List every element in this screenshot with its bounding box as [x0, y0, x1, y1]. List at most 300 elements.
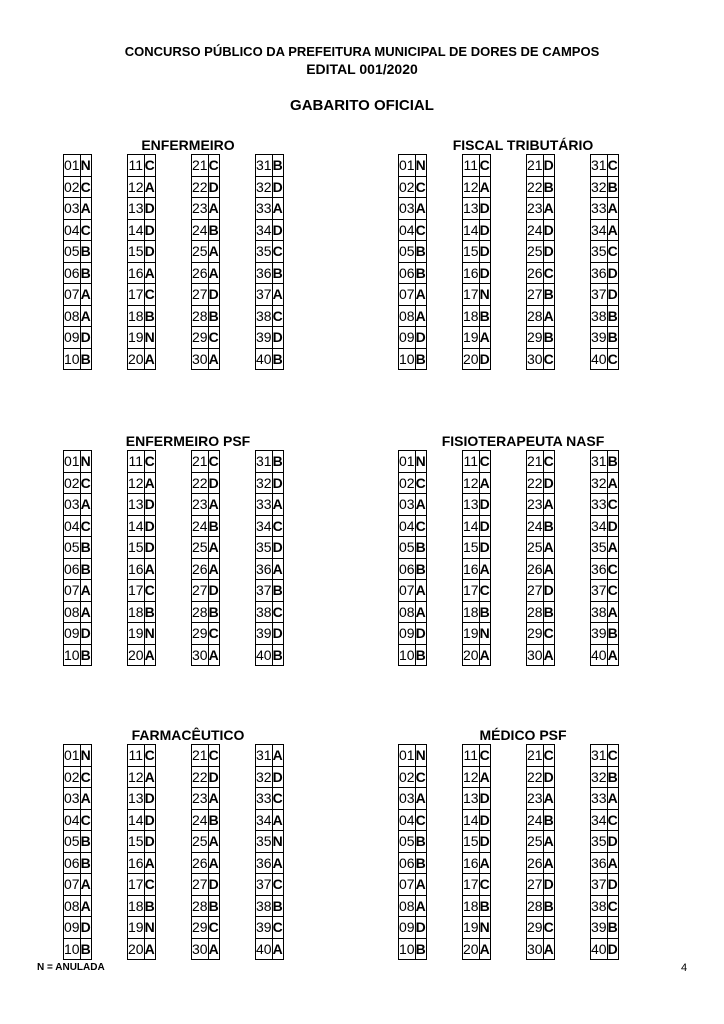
answer-row [192, 895, 220, 917]
answer-column [191, 154, 220, 370]
answer-letter: A [607, 198, 618, 220]
question-number: 13 [463, 198, 480, 220]
question-number: 24 [527, 515, 544, 537]
question-number: 11 [463, 155, 480, 177]
answer-row [527, 558, 555, 580]
answer-row [256, 745, 284, 767]
answer-column [255, 744, 284, 960]
answer-row [591, 494, 619, 516]
question-number: 39 [591, 623, 608, 645]
section-title: MÉDICO PSF [479, 727, 567, 743]
answer-letter: D [607, 284, 618, 306]
answer-letter: B [607, 305, 618, 327]
answer-letter: A [415, 895, 426, 917]
answer-row [463, 644, 491, 666]
answer-letter: D [208, 874, 219, 896]
answer-row [527, 305, 555, 327]
answer-row [64, 494, 92, 516]
question-number: 14 [128, 515, 145, 537]
answer-letter: D [479, 831, 490, 853]
answer-letter: C [479, 155, 490, 177]
answer-row [128, 644, 156, 666]
question-number: 17 [463, 580, 480, 602]
answer-row [591, 219, 619, 241]
question-number: 20 [128, 938, 145, 960]
question-number: 02 [64, 176, 81, 198]
answer-letter: D [144, 809, 155, 831]
question-number: 01 [64, 451, 81, 473]
answer-row [128, 327, 156, 349]
answer-row [192, 155, 220, 177]
question-number: 12 [128, 472, 145, 494]
answer-row [256, 831, 284, 853]
answer-letter: A [543, 305, 554, 327]
answer-row [64, 262, 92, 284]
question-number: 17 [128, 284, 145, 306]
question-number: 26 [192, 262, 209, 284]
answer-row [399, 788, 427, 810]
question-number: 13 [128, 198, 145, 220]
question-number: 40 [256, 644, 273, 666]
answer-letter: D [272, 623, 283, 645]
answer-row [463, 348, 491, 370]
answer-row [128, 895, 156, 917]
question-number: 08 [64, 305, 81, 327]
answer-row [399, 938, 427, 960]
question-number: 23 [192, 198, 209, 220]
answer-row [591, 515, 619, 537]
question-number: 29 [527, 623, 544, 645]
answer-letter: D [479, 809, 490, 831]
question-number: 33 [591, 788, 608, 810]
question-number: 04 [399, 515, 416, 537]
question-number: 19 [463, 327, 480, 349]
question-number: 27 [192, 284, 209, 306]
answer-letter: A [208, 348, 219, 370]
question-number: 12 [128, 176, 145, 198]
answer-row [64, 327, 92, 349]
answer-letter: C [479, 580, 490, 602]
question-number: 23 [527, 494, 544, 516]
answer-letter: C [607, 494, 618, 516]
answer-row [463, 494, 491, 516]
question-number: 22 [527, 472, 544, 494]
question-number: 02 [399, 176, 416, 198]
question-number: 15 [463, 537, 480, 559]
answer-letter: C [415, 515, 426, 537]
answer-letter: C [607, 241, 618, 263]
answer-letter: B [415, 558, 426, 580]
answer-row [527, 644, 555, 666]
question-number: 33 [591, 198, 608, 220]
answer-letter: N [80, 155, 91, 177]
answer-column [526, 154, 555, 370]
question-number: 37 [591, 580, 608, 602]
answer-letter: C [80, 472, 91, 494]
answer-column [63, 450, 92, 666]
question-number: 15 [463, 831, 480, 853]
answer-letter: D [80, 327, 91, 349]
question-number: 07 [64, 284, 81, 306]
answer-row [399, 472, 427, 494]
answer-letter: B [415, 831, 426, 853]
header-edital: EDITAL 001/2020 [306, 61, 418, 77]
question-number: 12 [128, 766, 145, 788]
question-number: 38 [591, 305, 608, 327]
question-number: 02 [64, 472, 81, 494]
question-number: 26 [192, 558, 209, 580]
answer-row [591, 644, 619, 666]
answer-row [399, 198, 427, 220]
answer-row [591, 895, 619, 917]
answer-column [255, 450, 284, 666]
answer-letter: B [543, 895, 554, 917]
answer-row [591, 451, 619, 473]
answer-letter: C [272, 241, 283, 263]
answer-letter: D [208, 284, 219, 306]
question-number: 16 [128, 558, 145, 580]
answer-row [591, 601, 619, 623]
answer-row [256, 852, 284, 874]
answer-letter: D [144, 788, 155, 810]
answer-row [527, 219, 555, 241]
answer-letter: D [543, 766, 554, 788]
answer-letter: D [607, 262, 618, 284]
question-number: 40 [591, 644, 608, 666]
question-number: 12 [463, 176, 480, 198]
answer-row [527, 451, 555, 473]
question-number: 34 [256, 809, 273, 831]
answer-row [64, 515, 92, 537]
answer-letter: B [80, 537, 91, 559]
answer-row [192, 537, 220, 559]
answer-letter: A [479, 766, 490, 788]
answer-column [127, 744, 156, 960]
answer-letter: A [144, 262, 155, 284]
answer-letter: D [479, 198, 490, 220]
answer-letter: C [80, 219, 91, 241]
question-number: 24 [527, 809, 544, 831]
question-number: 09 [399, 917, 416, 939]
question-number: 29 [192, 623, 209, 645]
answer-letter: D [607, 515, 618, 537]
question-number: 20 [463, 644, 480, 666]
question-number: 38 [256, 305, 273, 327]
answer-letter: D [479, 537, 490, 559]
question-number: 03 [399, 198, 416, 220]
answer-row [527, 515, 555, 537]
question-number: 04 [64, 809, 81, 831]
answer-letter: D [144, 198, 155, 220]
answer-letter: B [144, 895, 155, 917]
answer-row [591, 472, 619, 494]
answer-letter: A [208, 537, 219, 559]
answer-row [256, 494, 284, 516]
answer-row [256, 472, 284, 494]
answer-letter: B [80, 852, 91, 874]
question-number: 01 [399, 155, 416, 177]
answer-row [463, 623, 491, 645]
answer-letter: B [415, 241, 426, 263]
answer-letter: D [272, 327, 283, 349]
answer-column [63, 744, 92, 960]
answer-letter: B [415, 262, 426, 284]
answer-row [128, 155, 156, 177]
answer-letter: A [607, 852, 618, 874]
question-number: 32 [256, 176, 273, 198]
question-number: 26 [192, 852, 209, 874]
question-number: 35 [256, 537, 273, 559]
question-number: 03 [64, 788, 81, 810]
question-number: 19 [128, 623, 145, 645]
answer-letter: B [543, 176, 554, 198]
answer-letter: A [144, 472, 155, 494]
question-number: 22 [192, 176, 209, 198]
answer-letter: A [208, 558, 219, 580]
answer-row [463, 766, 491, 788]
section-title: FISIOTERAPEUTA NASF [441, 433, 605, 449]
answer-letter: C [272, 917, 283, 939]
question-number: 17 [128, 580, 145, 602]
question-number: 36 [591, 558, 608, 580]
answer-row [128, 262, 156, 284]
answer-letter: A [208, 831, 219, 853]
answer-letter: B [543, 284, 554, 306]
answer-row [527, 938, 555, 960]
question-number: 09 [399, 623, 416, 645]
answer-row [463, 558, 491, 580]
question-number: 36 [591, 262, 608, 284]
question-number: 35 [256, 241, 273, 263]
answer-letter: B [208, 895, 219, 917]
answer-row [399, 451, 427, 473]
question-number: 28 [527, 305, 544, 327]
answer-letter: A [144, 558, 155, 580]
question-number: 12 [463, 472, 480, 494]
answer-row [463, 241, 491, 263]
answer-column [255, 154, 284, 370]
answer-letter: A [543, 938, 554, 960]
answer-row [591, 623, 619, 645]
question-number: 26 [527, 852, 544, 874]
question-number: 28 [192, 895, 209, 917]
answer-letter: C [80, 809, 91, 831]
answer-row [463, 601, 491, 623]
answer-letter: D [272, 537, 283, 559]
answer-letter: C [415, 472, 426, 494]
answer-letter: N [479, 623, 490, 645]
question-number: 04 [64, 515, 81, 537]
answer-letter: B [543, 601, 554, 623]
answer-row [64, 348, 92, 370]
answer-letter: C [607, 348, 618, 370]
answer-row [192, 644, 220, 666]
question-number: 39 [591, 917, 608, 939]
answer-row [256, 580, 284, 602]
answer-row [128, 580, 156, 602]
question-number: 29 [527, 327, 544, 349]
answer-letter: N [80, 745, 91, 767]
answer-letter: A [80, 284, 91, 306]
question-number: 19 [128, 917, 145, 939]
answer-row [256, 938, 284, 960]
answer-row [527, 537, 555, 559]
answer-letter: D [144, 494, 155, 516]
question-number: 25 [192, 831, 209, 853]
question-number: 33 [591, 494, 608, 516]
answer-letter: C [607, 155, 618, 177]
answer-row [192, 580, 220, 602]
answer-letter: B [208, 305, 219, 327]
question-number: 23 [192, 788, 209, 810]
question-number: 13 [463, 788, 480, 810]
answer-row [256, 558, 284, 580]
answer-letter: A [80, 874, 91, 896]
answer-letter: A [415, 198, 426, 220]
answer-row [256, 623, 284, 645]
answer-letter: B [208, 219, 219, 241]
question-number: 20 [128, 644, 145, 666]
question-number: 37 [591, 284, 608, 306]
answer-column [526, 450, 555, 666]
answer-row [399, 494, 427, 516]
answer-letter: D [272, 766, 283, 788]
answer-row [128, 745, 156, 767]
answer-letter: N [272, 831, 283, 853]
answer-row [128, 809, 156, 831]
answer-letter: A [144, 176, 155, 198]
answer-letter: A [543, 852, 554, 874]
answer-row [128, 176, 156, 198]
answer-row [463, 176, 491, 198]
answer-row [256, 451, 284, 473]
answer-letter: D [479, 788, 490, 810]
answer-row [64, 219, 92, 241]
question-number: 25 [527, 831, 544, 853]
answer-letter: C [479, 745, 490, 767]
answer-letter: A [543, 558, 554, 580]
answer-row [256, 348, 284, 370]
answer-row [128, 284, 156, 306]
answer-letter: A [479, 558, 490, 580]
question-number: 37 [591, 874, 608, 896]
answer-letter: A [479, 644, 490, 666]
answer-row [128, 241, 156, 263]
answer-letter: A [144, 938, 155, 960]
question-number: 20 [463, 938, 480, 960]
answer-letter: C [543, 623, 554, 645]
question-number: 31 [591, 451, 608, 473]
answer-letter: B [272, 644, 283, 666]
answer-letter: A [415, 580, 426, 602]
question-number: 02 [399, 472, 416, 494]
answer-letter: C [415, 766, 426, 788]
answer-letter: D [543, 580, 554, 602]
answer-row [463, 745, 491, 767]
answer-row [527, 155, 555, 177]
answer-row [128, 198, 156, 220]
answer-column [398, 450, 427, 666]
question-number: 01 [399, 745, 416, 767]
answer-letter: A [479, 176, 490, 198]
question-number: 30 [192, 938, 209, 960]
question-number: 18 [128, 601, 145, 623]
answer-row [256, 895, 284, 917]
question-number: 05 [64, 241, 81, 263]
answer-row [527, 917, 555, 939]
answer-row [591, 558, 619, 580]
answer-row [527, 895, 555, 917]
answer-row [527, 327, 555, 349]
question-number: 29 [192, 327, 209, 349]
answer-letter: N [144, 917, 155, 939]
answer-letter: C [144, 284, 155, 306]
answer-letter: D [415, 623, 426, 645]
question-number: 30 [192, 348, 209, 370]
answer-letter: D [208, 766, 219, 788]
answer-letter: A [415, 494, 426, 516]
answer-row [128, 623, 156, 645]
answer-letter: D [543, 241, 554, 263]
answer-letter: N [80, 451, 91, 473]
question-number: 30 [527, 938, 544, 960]
answer-letter: D [543, 155, 554, 177]
answer-row [128, 472, 156, 494]
answer-letter: A [80, 895, 91, 917]
answer-row [399, 284, 427, 306]
answer-row [64, 766, 92, 788]
answer-letter: C [543, 745, 554, 767]
answer-letter: D [80, 623, 91, 645]
question-number: 29 [192, 917, 209, 939]
answer-letter: N [415, 155, 426, 177]
answer-row [256, 515, 284, 537]
answer-row [399, 305, 427, 327]
question-number: 01 [64, 155, 81, 177]
answer-letter: B [80, 938, 91, 960]
question-number: 22 [527, 766, 544, 788]
answer-letter: A [208, 262, 219, 284]
answer-letter: N [144, 623, 155, 645]
answer-row [463, 874, 491, 896]
section-title: FISCAL TRIBUTÁRIO [452, 137, 594, 153]
answer-letter: A [272, 198, 283, 220]
question-number: 25 [527, 537, 544, 559]
answer-row [591, 809, 619, 831]
question-number: 20 [128, 348, 145, 370]
answer-row [192, 831, 220, 853]
answer-letter: D [543, 472, 554, 494]
question-number: 10 [399, 938, 416, 960]
answer-letter: A [272, 558, 283, 580]
answer-letter: B [607, 176, 618, 198]
answer-row [527, 601, 555, 623]
answer-letter: D [208, 176, 219, 198]
answer-letter: B [80, 348, 91, 370]
question-number: 36 [256, 852, 273, 874]
question-number: 34 [256, 515, 273, 537]
answer-row [64, 176, 92, 198]
question-number: 13 [128, 788, 145, 810]
question-number: 27 [192, 874, 209, 896]
answer-row [64, 809, 92, 831]
question-number: 13 [463, 494, 480, 516]
question-number: 33 [256, 198, 273, 220]
answer-row [399, 874, 427, 896]
answer-column [127, 450, 156, 666]
answer-letter: A [144, 348, 155, 370]
answer-letter: B [80, 831, 91, 853]
